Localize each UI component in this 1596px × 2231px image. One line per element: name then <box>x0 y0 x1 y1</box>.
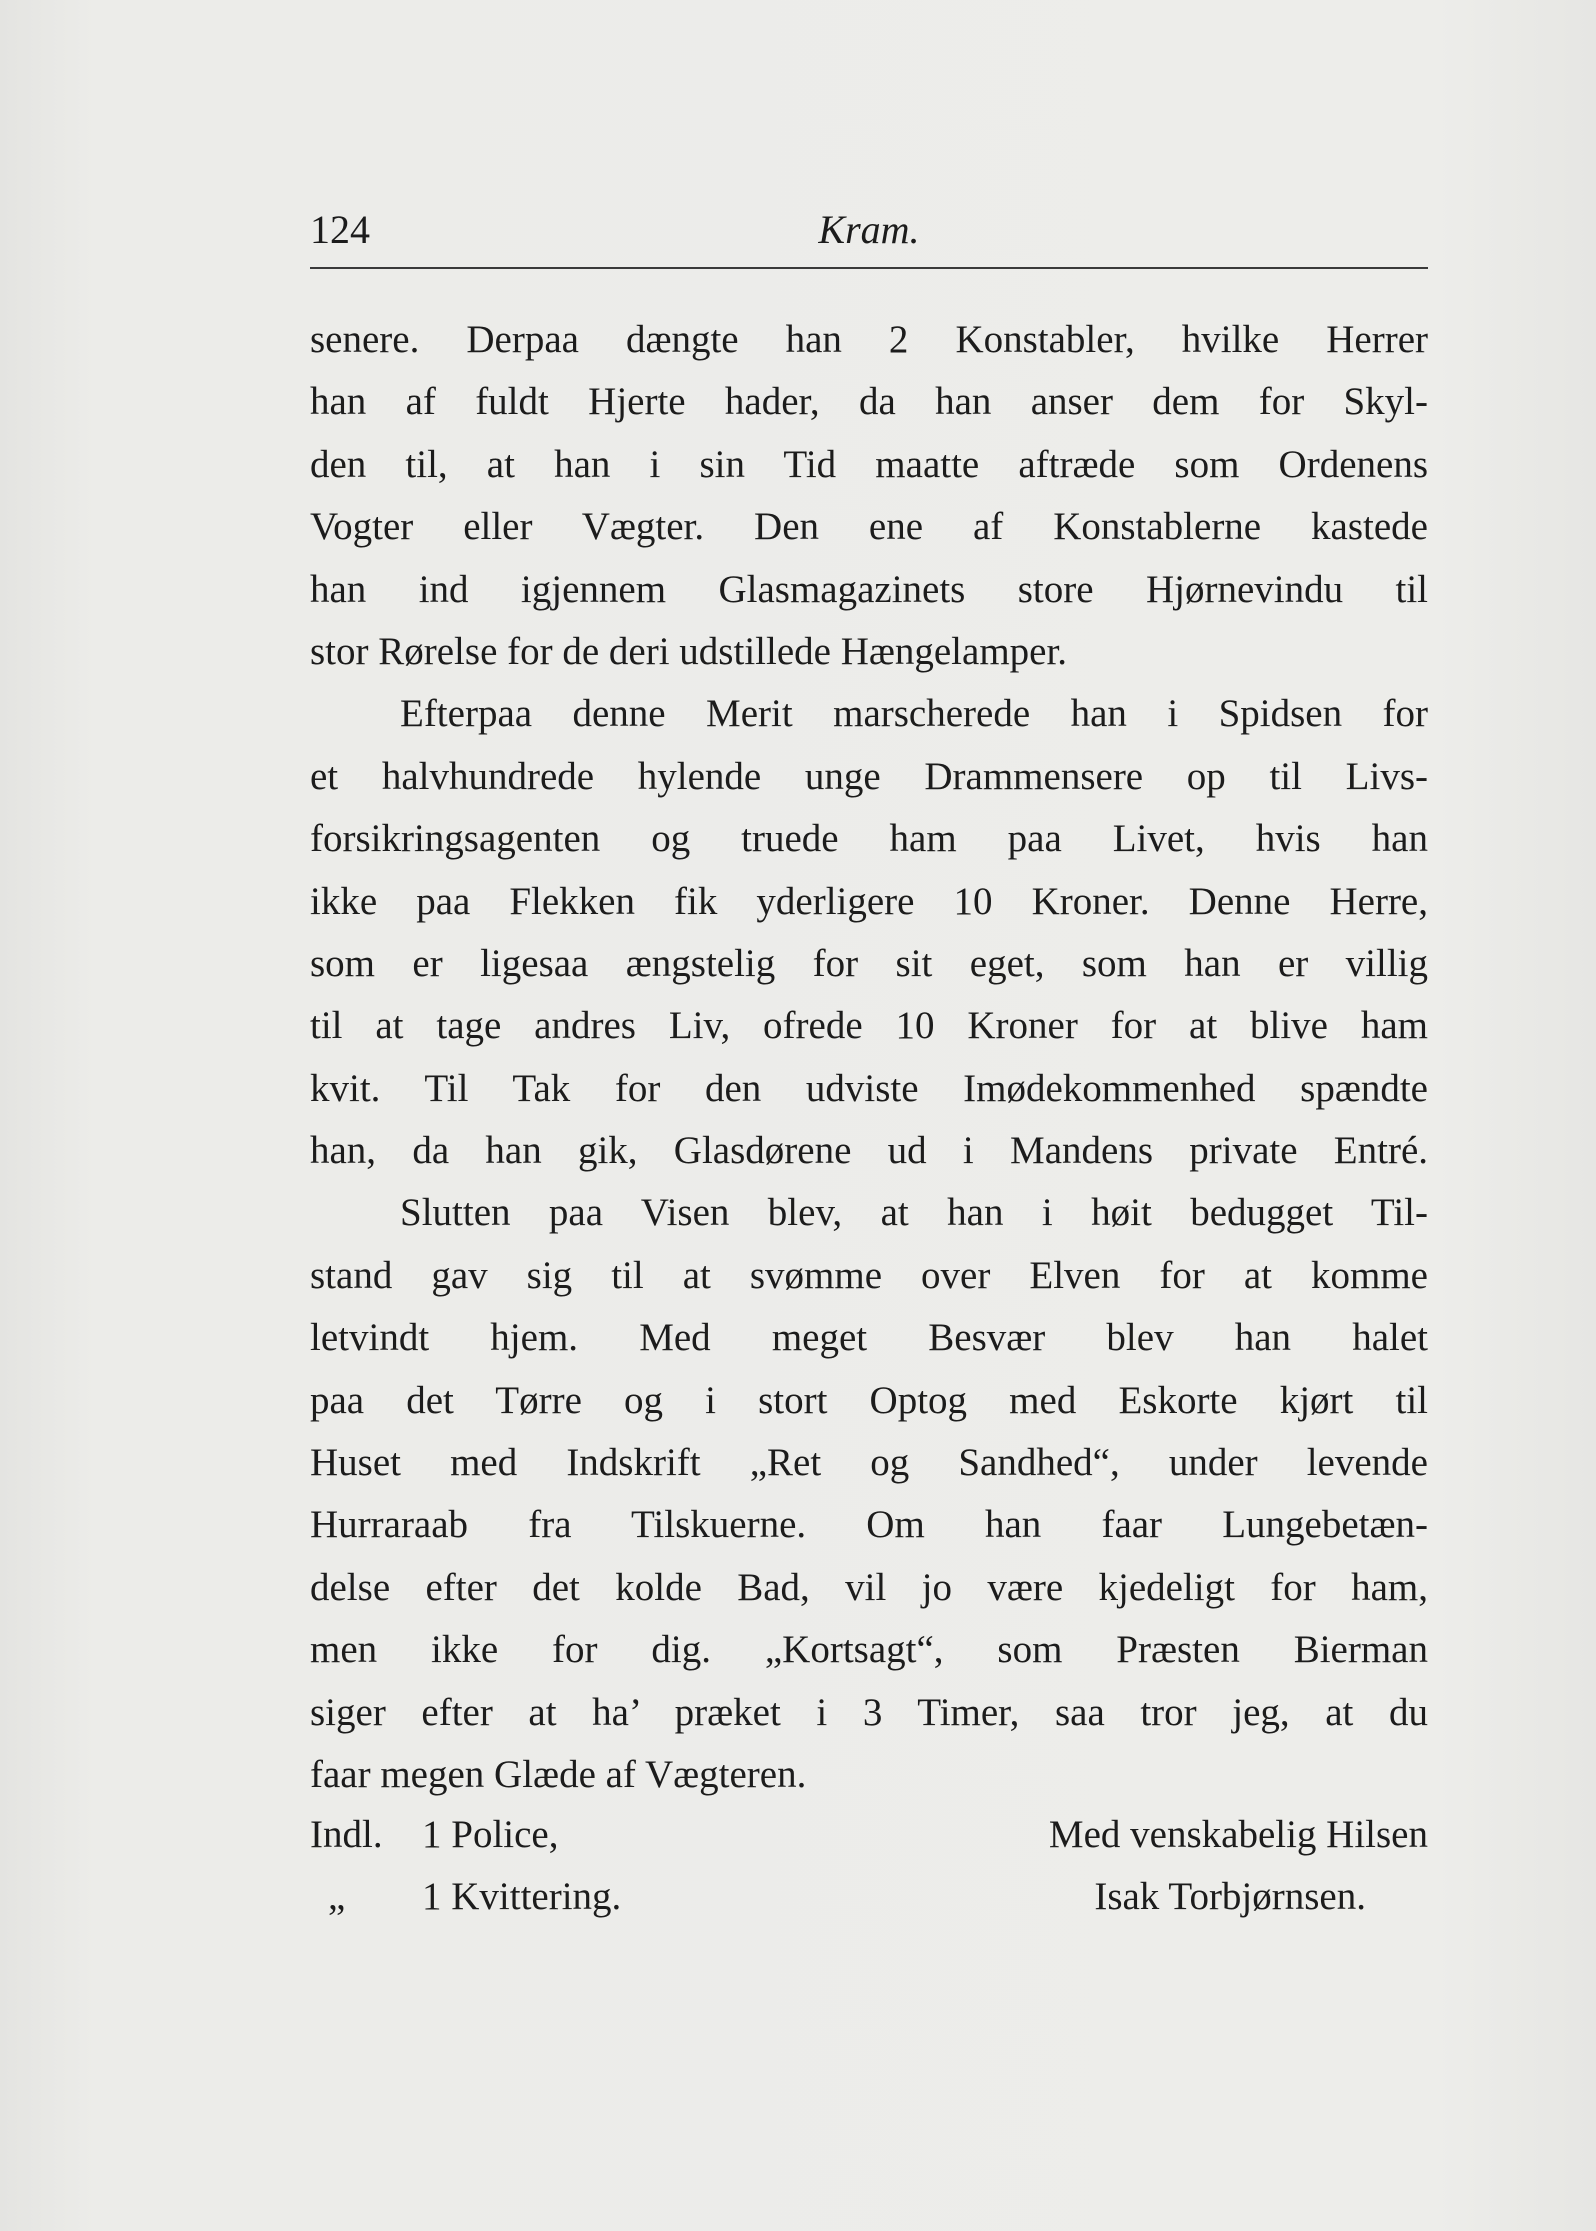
enclosure-row <box>310 1804 558 1866</box>
text-line: Vogter eller Vægter. Den ene af Konstablerne kastede <box>310 505 1428 549</box>
text-line: men ikke for dig. „Kortsagt“, som Præsten Bierman <box>310 1628 1428 1672</box>
enclosure-prefix: Indl. <box>310 1813 383 1856</box>
header-rule <box>310 267 1428 269</box>
text-line: Efterpaa denne Merit marscherede han i Spidsen for <box>400 692 1428 736</box>
enclosure-item: 1 Kvittering. <box>422 1875 622 1918</box>
text-line: som er ligesaa ængstelig for sit eget, som han er villig <box>310 941 1428 985</box>
text-line: Huset med Indskrift „Ret og Sandhed“, under levende <box>310 1441 1428 1485</box>
text-line: ikke paa Flekken fik yderligere 10 Kroner. Denne Herre, <box>310 879 1428 923</box>
text-line: faar megen Glæde af Vægteren. <box>310 1752 807 1796</box>
text-line: letvindt hjem. Med meget Besvær blev han halet <box>310 1316 1428 1360</box>
body-text <box>310 309 1428 1806</box>
signature: Isak Torbjørnsen. <box>1094 1875 1366 1918</box>
enclosures-block <box>310 1804 1428 1929</box>
text-line: paa det Tørre og i stort Optog med Eskorte kjørt til <box>310 1378 1428 1422</box>
text-line: stand gav sig til at svømme over Elven for at komme <box>310 1253 1428 1297</box>
text-line: delse efter det kolde Bad, vil jo være kjedeligt for ham, <box>310 1565 1428 1609</box>
text-line: den til, at han i sin Tid maatte aftræde som Ordenens <box>310 442 1428 486</box>
text-line: kvit. Til Tak for den udviste Imødekommenhed spændte <box>310 1066 1428 1110</box>
text-line: siger efter at ha’ præket i 3 Timer, saa tror jeg, at du <box>310 1690 1428 1734</box>
text-line: Slutten paa Visen blev, at han i høit bedugget Til- <box>400 1191 1428 1235</box>
enclosure-row <box>310 1866 621 1928</box>
text-line: han ind igjennem Glasmagazinets store Hjørnevindu til <box>310 567 1428 611</box>
text-line: senere. Derpaa dængte han 2 Konstabler, hvilke Herrer <box>310 318 1428 361</box>
text-line: han af fuldt Hjerte hader, da han anser dem for Skyl- <box>310 380 1428 424</box>
page-number: 124 <box>310 207 370 252</box>
text-line: Hurraraab fra Tilskuerne. Om han faar Lungebetæn- <box>310 1503 1428 1547</box>
text-line: forsikringsagenten og truede ham paa Livet, hvis han <box>310 817 1428 861</box>
text-line: til at tage andres Liv, ofrede 10 Kroner for at blive ham <box>310 1004 1428 1048</box>
running-title: Kram. <box>818 207 920 252</box>
ditto-mark: „ <box>328 1875 346 1918</box>
text-line: et halvhundrede hylende unge Drammensere op til Livs- <box>310 754 1428 798</box>
closing-greeting: Med venskabelig Hilsen <box>1048 1813 1428 1856</box>
enclosure-item: 1 Police, <box>422 1813 559 1856</box>
page-header <box>310 200 1428 260</box>
text-line: han, da han gik, Glasdørene ud i Mandens private Entré. <box>310 1129 1428 1173</box>
text-line: stor Rørelse for de deri udstillede Hængelamper. <box>310 629 1068 673</box>
